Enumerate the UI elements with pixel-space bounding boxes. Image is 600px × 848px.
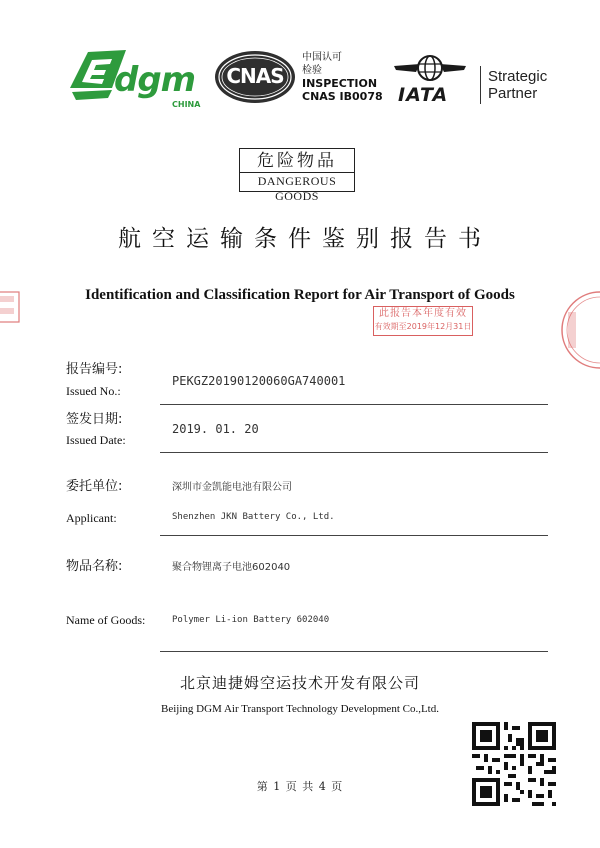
issued-date-value: 2019. 01. 20 [172, 422, 259, 436]
cnas-cn-line1: 中国认可 [302, 52, 342, 63]
cnas-accreditation-text [302, 52, 383, 103]
report-title-cn: 航空运输条件鉴别报告书 [118, 226, 492, 252]
goods-label-en: Name of Goods: [66, 613, 146, 627]
report-title-en: Identification and Classification Report for Air Transport of Goods [85, 287, 515, 303]
iata-globe-icon [392, 54, 468, 88]
iata-partner-line2: Partner [488, 85, 538, 102]
cnas-logo [214, 50, 296, 104]
seal-stamp-left-edge [0, 288, 22, 328]
company-name-cn: 北京迪捷姆空运技术开发有限公司 [179, 674, 420, 692]
dangerous-goods-badge [239, 148, 355, 203]
cnas-wordmark: CNAS [226, 64, 284, 88]
iata-partner-line1: Strategic [488, 68, 548, 85]
report-no-label-cn: 报告编号: [66, 362, 123, 377]
issued-date-label-cn: 签发日期: [66, 412, 123, 427]
dangerous-goods-cn: 危险物品 [257, 151, 337, 171]
report-no-label-en: Issued No.: [66, 384, 121, 398]
qr-code-icon [472, 722, 556, 806]
dgm-china-label: CHINA [172, 100, 201, 109]
validity-stamp-line2: 有效期至2019年12月31日 [374, 322, 472, 331]
page-number: 第 1 页 共 4 页 [256, 780, 344, 793]
issued-date-underline [160, 452, 548, 453]
goods-underline [160, 651, 548, 652]
applicant-value-cn: 深圳市金凯能电池有限公司 [172, 482, 292, 493]
goods-value-en: Polymer Li-ion Battery 602040 [172, 615, 330, 625]
goods-label-cn: 物品名称: [66, 559, 123, 574]
applicant-label-en: Applicant: [66, 511, 117, 525]
seal-stamp-right-edge [556, 290, 600, 370]
iata-divider [480, 66, 481, 104]
cnas-number: CNAS IB0078 [302, 90, 383, 103]
issued-date-label-en: Issued Date: [66, 433, 126, 447]
validity-stamp-line1: 此报告本年度有效 [379, 308, 467, 319]
iata-logo [392, 54, 468, 104]
applicant-label-cn: 委托单位: [66, 479, 123, 494]
report-no-underline [160, 404, 548, 405]
dangerous-goods-en: DANGEROUS GOODS [240, 172, 354, 204]
company-name-en: Beijing DGM Air Transport Technology Development Co.,Ltd. [161, 703, 439, 715]
iata-wordmark: IATA [398, 84, 449, 106]
validity-stamp [373, 306, 473, 336]
report-no-value: PEKGZ20190120060GA740001 [172, 374, 346, 388]
cnas-cn-line2: 检验 [302, 65, 322, 76]
applicant-value-en: Shenzhen JKN Battery Co., Ltd. [172, 512, 335, 522]
dgm-wordmark: dgm [114, 60, 196, 100]
dgm-logo [68, 42, 200, 112]
cnas-inspection: INSPECTION [302, 77, 378, 90]
applicant-underline [160, 535, 548, 536]
iata-strategic-partner [488, 68, 547, 102]
goods-value-cn: 聚合物锂离子电池602040 [172, 562, 291, 573]
